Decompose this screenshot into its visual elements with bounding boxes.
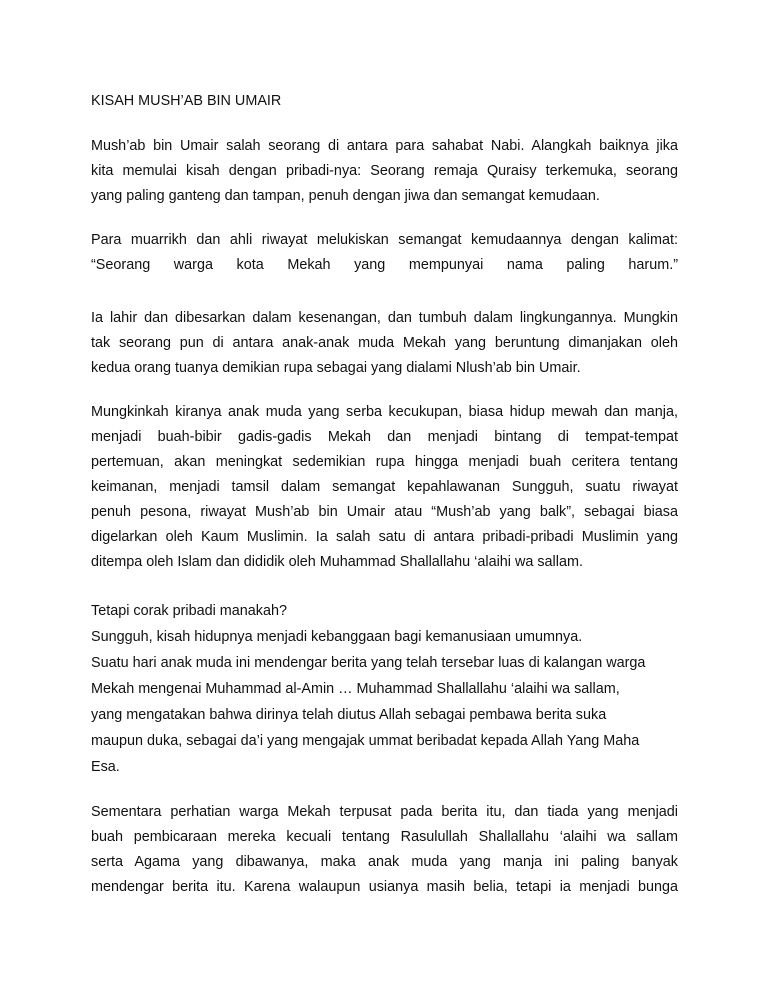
text-line: “Seorang warga kota Mekah yang mempunyai nama paling harum.” <box>91 257 678 273</box>
paragraph-6 <box>91 800 678 900</box>
text-line: menjadi buah-bibir gadis-gadis Mekah dan menjadi bintang di tempat-tempat <box>91 429 678 445</box>
document-title: KISAH MUSH’AB BIN UMAIR <box>91 93 282 109</box>
text-line: Sementara perhatian warga Mekah terpusat pada berita itu, dan tiada yang menjadi <box>91 804 678 820</box>
paragraph-2 <box>91 228 678 278</box>
text-line: pertemuan, akan meningkat sedemikian rupa hingga menjadi buah ceritera tentang <box>91 454 678 470</box>
text-line: Para muarrikh dan ahli riwayat melukiskan semangat kemudaannya dengan kalimat: <box>91 232 678 248</box>
text-line: Ia lahir dan dibesarkan dalam kesenangan, dan tumbuh dalam lingkungannya. Mungkin <box>91 310 678 326</box>
text-line: Esa. <box>91 759 120 775</box>
text-line: ditempa oleh Islam dan dididik oleh Muhammad Shallallahu ‘alaihi wa sallam. <box>91 554 583 570</box>
text-line: kita memulai kisah dengan pribadi-nya: Seorang remaja Quraisy terkemuka, seorang <box>91 163 678 179</box>
text-line: Mekah mengenai Muhammad al-Amin … Muhammad Shallallahu ‘alaihi wa sallam, <box>91 681 620 697</box>
text-line: kedua orang tuanya demikian rupa sebagai yang dialami Nlush’ab bin Umair. <box>91 360 581 376</box>
text-line: Tetapi corak pribadi manakah? <box>91 603 287 619</box>
text-line: Mungkinkah kiranya anak muda yang serba kecukupan, biasa hidup mewah dan manja, <box>91 404 678 420</box>
text-line: mendengar berita itu. Karena walaupun usianya masih belia, tetapi ia menjadi bunga <box>91 879 678 895</box>
paragraph-4 <box>91 400 678 575</box>
text-line: Suatu hari anak muda ini mendengar berita yang telah tersebar luas di kalangan warga <box>91 655 646 671</box>
paragraph-1 <box>91 134 678 209</box>
text-line: serta Agama yang dibawanya, maka anak muda yang manja ini paling banyak <box>91 854 678 870</box>
text-line: Sungguh, kisah hidupnya menjadi kebanggaan bagi kemanusiaan umumnya. <box>91 629 583 645</box>
text-line: tak seorang pun di antara anak-anak muda Mekah yang beruntung dimanjakan oleh <box>91 335 678 351</box>
paragraph-3 <box>91 306 678 381</box>
paragraph-5 <box>91 598 691 780</box>
text-line: penuh pesona, riwayat Mush’ab bin Umair atau “Mush’ab yang balk”, sebagai biasa <box>91 504 678 520</box>
text-line: maupun duka, sebagai da’i yang mengajak ummat beribadat kepada Allah Yang Maha <box>91 733 640 749</box>
text-line: keimanan, menjadi tamsil dalam semangat kepahlawanan Sungguh, suatu riwayat <box>91 479 678 495</box>
text-line: yang paling ganteng dan tampan, penuh dengan jiwa dan semangat kemudaan. <box>91 188 600 204</box>
text-line: Mush’ab bin Umair salah seorang di antara para sahabat Nabi. Alangkah baiknya jika <box>91 138 678 154</box>
text-line: buah pembicaraan mereka kecuali tentang Rasulullah Shallallahu ‘alaihi wa sallam <box>91 829 678 845</box>
text-line: digelarkan oleh Kaum Muslimin. Ia salah satu di antara pribadi-pribadi Muslimin yang <box>91 529 678 545</box>
text-line: yang mengatakan bahwa dirinya telah diutus Allah sebagai pembawa berita suka <box>91 707 607 723</box>
